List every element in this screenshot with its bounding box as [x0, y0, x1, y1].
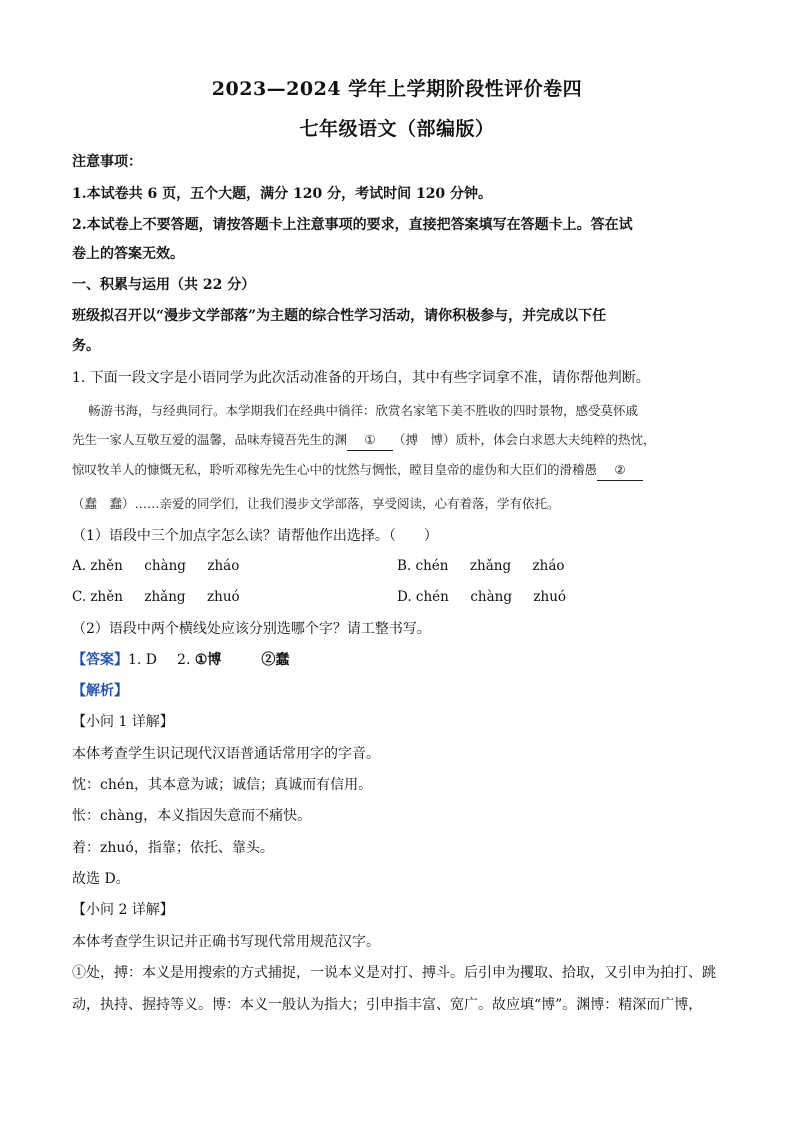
- analysis-tag: 【解析】: [72, 683, 128, 699]
- blank-1: ①: [347, 430, 393, 451]
- section-heading: 一、积累与运用（共 22 分）: [72, 277, 256, 293]
- answer-line: 【答案】1. D 2. ①博 ②蠢: [72, 652, 290, 668]
- detail-2-intro: 本体考查学生识记并正确书写现代常用规范汉字。: [72, 934, 380, 950]
- notice-item-2-line2: 卷上的答案无效。: [72, 246, 184, 262]
- notice-item-1: 1.本试卷共 6 页，五个大题，满分 120 分，考试时间 120 分钟。: [72, 186, 493, 202]
- detail-heading-2: 【小问 2 详解】: [72, 902, 174, 918]
- passage-line-1: 畅游书海，与经典同行。本学期我们在经典中徜徉：欣赏名家笔下美不胜收的四时景物，感受莫怀戚: [88, 403, 639, 418]
- detail-1-conclusion: 故选 D。: [72, 871, 130, 887]
- detail-1-item-2: 怅：chàng，本义指因失意而不痛快。: [72, 808, 312, 824]
- passage-line-2: 先生一家人互敬互爱的温馨，品味寿镜吾先生的渊 ① （搏 博）质朴，体会白求恩大夫纯粹的热忱，: [72, 430, 720, 451]
- blank-2: ②: [597, 460, 643, 481]
- option-c: C. zhěn zhǎng zhuó: [72, 589, 240, 605]
- passage-line-3: 惊叹牧羊人的慷慨无私，聆听邓稼先先生心中的忱然与惆怅，瞠目皇帝的虚伪和大臣们的滑稽愚 ②: [72, 460, 720, 481]
- option-b: B. chén zhǎng zháo: [397, 558, 565, 574]
- notice-item-2-line1: 2.本试卷上不要答题，请按答题卡上注意事项的要求，直接把答案填写在答题卡上。答在试: [72, 217, 633, 233]
- answer-tag: 【答案】: [72, 652, 128, 668]
- detail-2-line-1: ①处，搏：本义是用搜索的方式捕捉，一说本义是对打、搏斗。后引申为攫取、拾取，又引申为拍打、跳: [72, 965, 716, 981]
- passage-line-4: （蠢 蠢）……亲爱的同学们，让我们漫步文学部落，享受阅读，心有着落，学有依托。: [72, 496, 560, 511]
- section-intro-line2: 务。: [72, 338, 100, 354]
- detail-2-line-2: 动，执持、握持等义。博：本义一般认为指大；引申指丰富、宽广。故应填“博”。渊博：精深而广博，: [72, 997, 703, 1013]
- detail-1-intro: 本体考查学生识记现代汉语普通话常用字的字音。: [72, 746, 380, 762]
- exam-subtitle: 七年级语文（部编版）: [299, 118, 495, 140]
- detail-heading-1: 【小问 1 详解】: [72, 714, 174, 730]
- detail-1-item-1: 忱：chén，其本意为诚；诚信；真诚而有信用。: [72, 777, 373, 793]
- sub-question-2: （2）语段中两个横线处应该分别选哪个字？请工整书写。: [72, 621, 431, 637]
- section-intro-line1: 班级拟召开以“漫步文学部落”为主题的综合性学习活动，请你积极参与，并完成以下任: [72, 308, 607, 324]
- option-d: D. chén chàng zhuó: [397, 589, 567, 605]
- detail-1-item-3: 着：zhuó，指靠；依托、靠头。: [72, 840, 274, 856]
- option-a: A. zhěn chàng zháo: [72, 558, 240, 574]
- notice-heading: 注意事项：: [72, 154, 142, 170]
- sub-question-1: （1）语段中三个加点字怎么读？请帮他作出选择。（ ）: [72, 528, 438, 544]
- question-1-stem: 1. 下面一段文字是小语同学为此次活动准备的开场白，其中有些字词拿不准，请你帮他判断。: [72, 370, 650, 386]
- exam-title: 2023—2024 学年上学期阶段性评价卷四: [211, 78, 583, 100]
